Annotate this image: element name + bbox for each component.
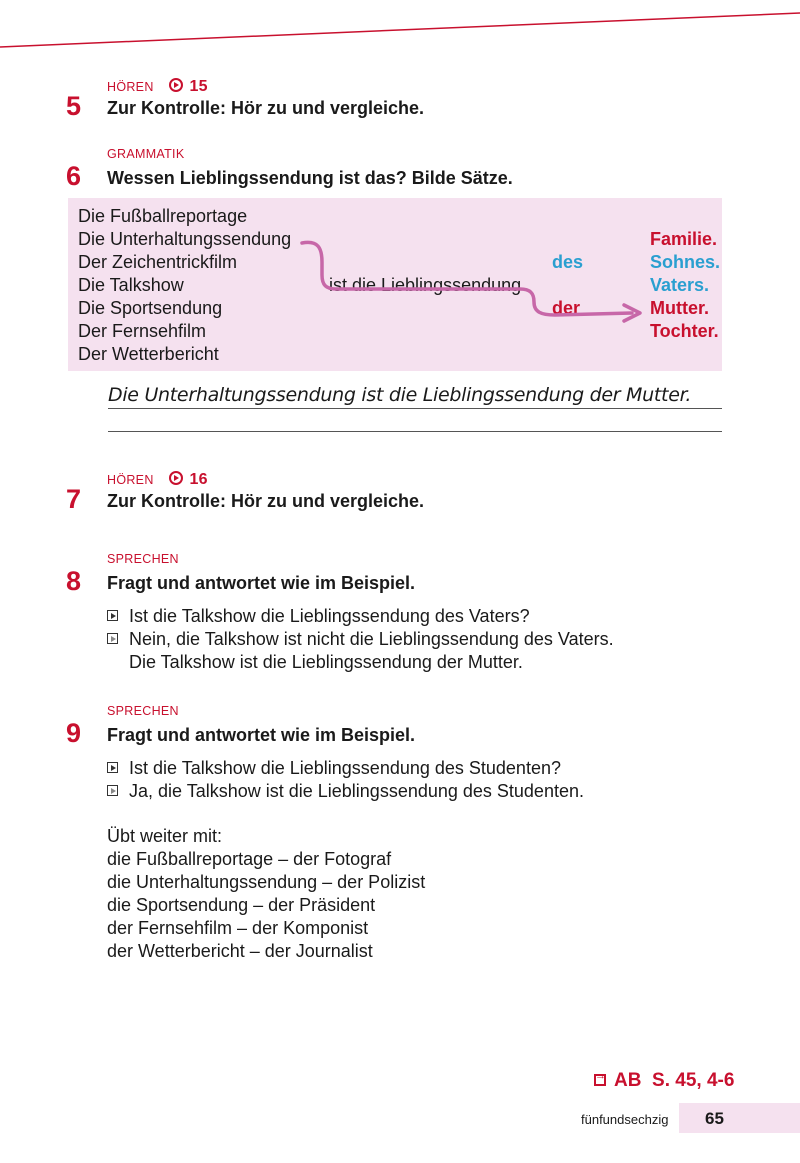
- page-number: 65: [705, 1109, 724, 1128]
- ex7-number: 7: [66, 484, 82, 514]
- subject-item: Die Fußballreportage: [78, 206, 248, 226]
- subject-item: Die Talkshow: [78, 275, 184, 295]
- example-arrow: [0, 0, 800, 400]
- practice-item: die Fußballreportage – der Fotograf: [107, 849, 392, 869]
- ex5-number: 5: [66, 91, 82, 121]
- speaker-b-icon: [107, 633, 118, 644]
- audio-play-icon: [169, 471, 183, 485]
- dialogue-question: Ist die Talkshow die Lieblingssendung des Vaters?: [107, 605, 614, 628]
- ex9-category: SPRECHEN: [107, 704, 179, 718]
- ex8-title: Fragt und antwortet wie im Beispiel.: [107, 573, 416, 593]
- ex8-category: SPRECHEN: [107, 552, 179, 566]
- workbook-arrow-icon: [594, 1074, 606, 1086]
- ex6-number: 6: [66, 161, 82, 191]
- practice-item: die Sportsendung – der Präsident: [107, 895, 376, 915]
- ex9-dialogue: [107, 757, 584, 803]
- workbook-reference[interactable]: →AB S. 45, 4-6: [594, 1070, 734, 1092]
- practice-item: der Wetterbericht – der Journalist: [107, 941, 373, 961]
- page-number-box: [679, 1103, 800, 1133]
- dialogue-answer: Ja, die Talkshow ist die Lieblingssendung des Studenten.: [107, 780, 584, 803]
- subject-item: Der Wetterbericht: [78, 344, 219, 364]
- ex7-title: Zur Kontrolle: Hör zu und vergleiche.: [107, 491, 425, 511]
- writing-line[interactable]: [108, 408, 722, 409]
- ex5-category: HÖREN 15: [107, 78, 208, 95]
- subject-item: Der Fernsehfilm: [78, 321, 207, 341]
- ex9-number: 9: [66, 718, 82, 748]
- subject-item: Die Unterhaltungssendung: [78, 229, 292, 249]
- dialogue-answer: Nein, die Talkshow ist nicht die Lieblingssendung des Vaters.: [107, 628, 614, 651]
- dialogue-answer-continued: Die Talkshow ist die Lieblingssendung der Mutter.: [129, 652, 523, 672]
- article-des: des: [552, 252, 584, 272]
- practice-list: [107, 825, 425, 963]
- dialogue-question: Ist die Talkshow die Lieblingssendung des Studenten?: [107, 757, 584, 780]
- noun-sohnes: Sohnes.: [650, 252, 721, 272]
- practice-intro: Übt weiter mit:: [107, 826, 223, 846]
- noun-mutter: Mutter.: [650, 298, 710, 318]
- practice-item: der Fernsehfilm – der Komponist: [107, 918, 369, 938]
- noun-tochter: Tochter.: [650, 321, 719, 341]
- article-der: der: [552, 298, 581, 318]
- subject-item: Der Zeichentrickfilm: [78, 252, 238, 272]
- ex8-dialogue: [107, 605, 614, 674]
- speaker-a-icon: [107, 762, 118, 773]
- subject-item: Die Sportsendung: [78, 298, 223, 318]
- ex5-audio-track[interactable]: 15: [169, 78, 207, 95]
- practice-item: die Unterhaltungssendung – der Polizist: [107, 872, 426, 892]
- ex5-title: Zur Kontrolle: Hör zu und vergleiche.: [107, 98, 425, 118]
- speaker-b-icon: [107, 785, 118, 796]
- ex7-audio-track[interactable]: 16: [169, 471, 207, 488]
- noun-vaters: Vaters.: [650, 275, 710, 295]
- speaker-a-icon: [107, 610, 118, 621]
- ex9-title: Fragt und antwortet wie im Beispiel.: [107, 725, 416, 745]
- writing-line[interactable]: [108, 431, 722, 432]
- page-number-word: fünfundsechzig: [581, 1112, 669, 1127]
- ex6-category: GRAMMATIK: [107, 147, 185, 161]
- verb-phrase: ist die Lieblingssendung: [329, 275, 522, 295]
- ex6-title: Wessen Lieblingssendung ist das? Bilde Sätze.: [107, 168, 513, 188]
- ex7-category: HÖREN 16: [107, 471, 208, 488]
- ex8-number: 8: [66, 566, 82, 596]
- noun-familie: Familie.: [650, 229, 718, 249]
- example-answer: Die Unterhaltungssendung ist die Lieblingssendung der Mutter.: [108, 384, 692, 406]
